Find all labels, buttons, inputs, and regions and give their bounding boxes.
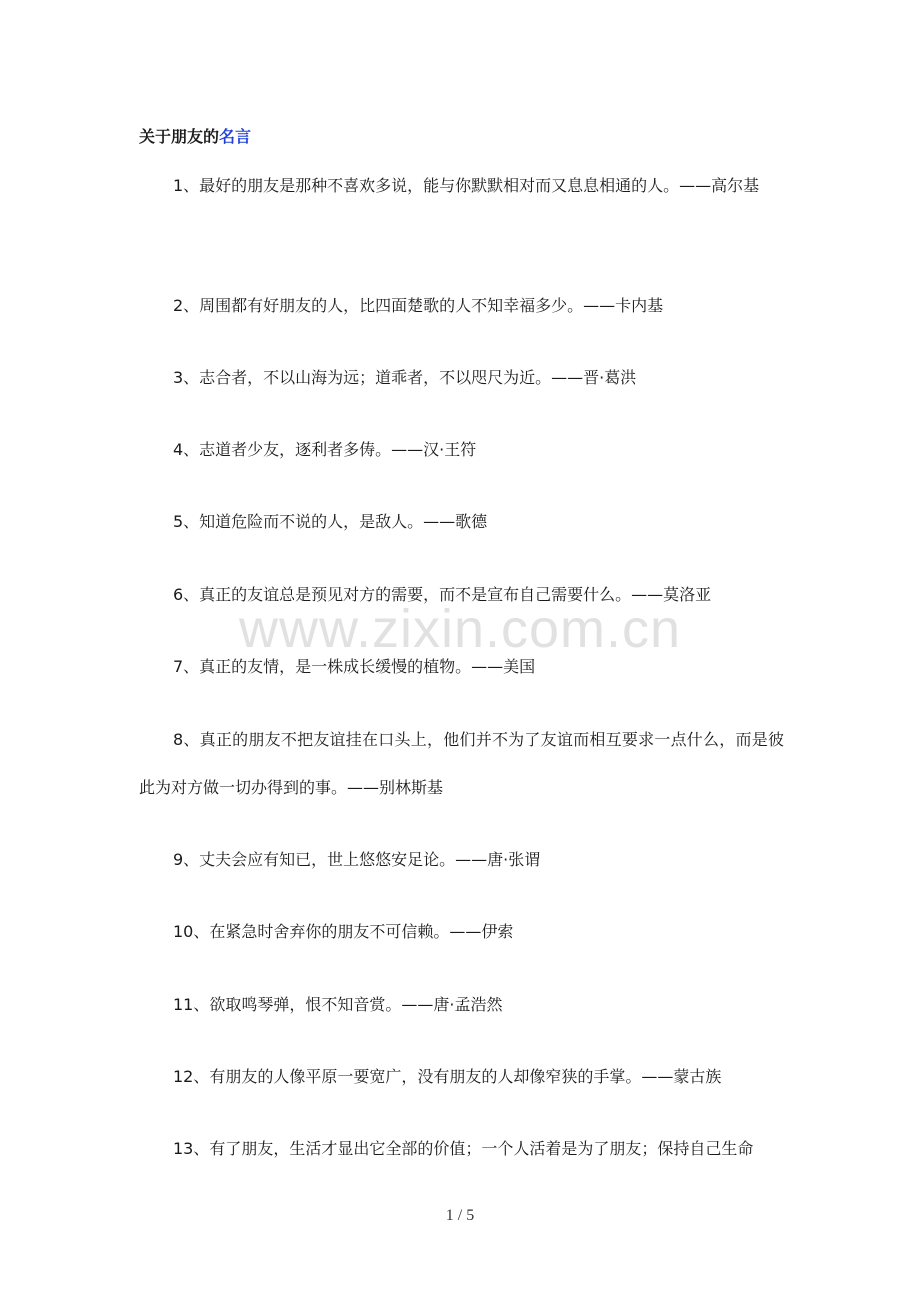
- quote-7: 7、真正的友情，是一株成长缓慢的植物。——美国: [173, 657, 536, 676]
- document-title: [139, 124, 251, 150]
- page-indicator: 1 / 5: [445, 1207, 475, 1224]
- title-text: 关于朋友的: [139, 127, 220, 146]
- quote-12: 12、有朋友的人像平原一要宽广，没有朋友的人却像窄狭的手掌。——蒙古族: [173, 1067, 722, 1086]
- quote-5: 5、知道危险而不说的人，是敌人。——歌德: [173, 512, 488, 531]
- quote-8: 8、真正的朋友不把友谊挂在口头上，他们并不为了友谊而相互要求一点什么，而是彼此为对方做一切办得到的事。——别林斯基: [139, 730, 784, 797]
- quote-3: 3、志合者，不以山海为远；道乖者，不以咫尺为近。——晋·葛洪: [173, 368, 637, 387]
- quote-2: 2、周围都有好朋友的人，比四面楚歌的人不知幸福多少。——卡内基: [173, 296, 664, 315]
- quote-6: 6、真正的友谊总是预见对方的需要，而不是宣布自己需要什么。——莫洛亚: [173, 585, 712, 604]
- quote-4: 4、志道者少友，逐利者多俦。——汉·王符: [173, 440, 477, 459]
- watermark: www.zixin.com.cn: [238, 599, 682, 659]
- quote-10: 10、在紧急时舍弃你的朋友不可信赖。——伊索: [173, 922, 514, 941]
- quote-13: 13、有了朋友，生活才显出它全部的价值；一个人活着是为了朋友；保持自己生命: [173, 1139, 754, 1158]
- quote-9: 9、丈夫会应有知已，世上悠悠安足论。——唐·张谓: [173, 850, 541, 869]
- title-highlight-link[interactable]: 名言: [219, 127, 252, 146]
- quote-1: 1、最好的朋友是那种不喜欢多说，能与你默默相对而又息息相通的人。——高尔基: [173, 176, 760, 195]
- quote-11: 11、欲取鸣琴弹，恨不知音赏。——唐·孟浩然: [173, 995, 503, 1014]
